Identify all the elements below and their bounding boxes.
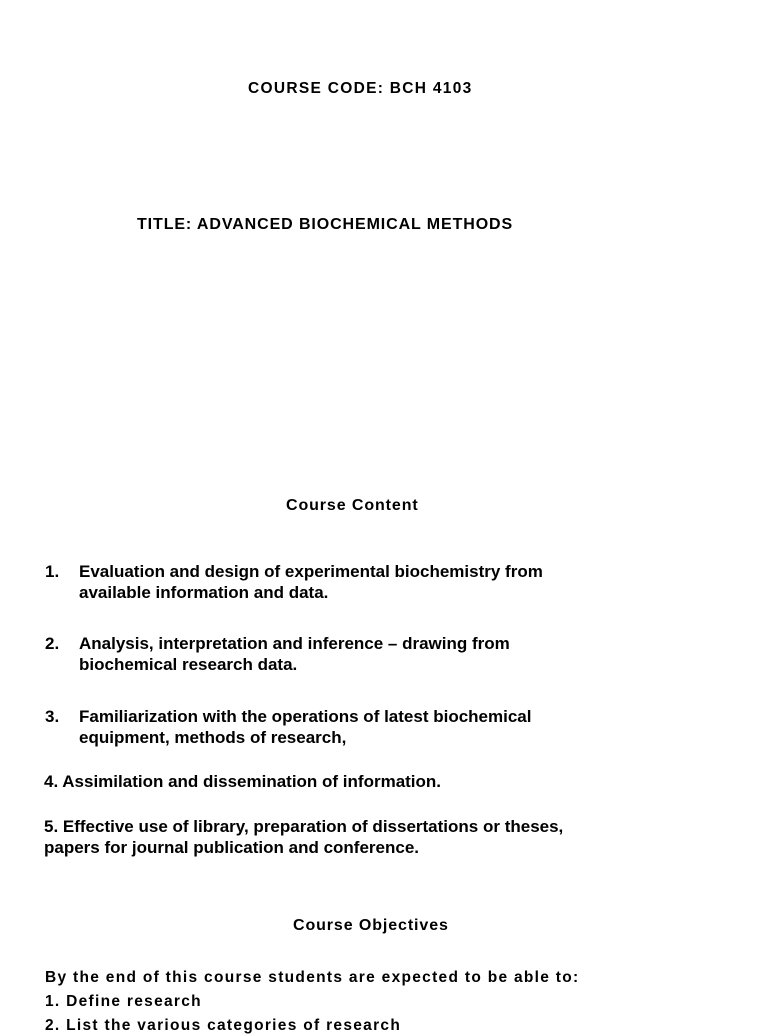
content-item-text-line2: biochemical research data.: [79, 655, 298, 674]
course-code: COURSE CODE: BCH 4103: [248, 80, 473, 97]
objective-item: 2. List the various categories of research: [45, 1017, 402, 1034]
content-item-text-line1: Evaluation and design of experimental biochemistry from: [79, 562, 543, 581]
content-item-text-line2: available information and data.: [79, 583, 329, 602]
objective-item: 1. Define research: [45, 993, 202, 1010]
objectives-intro: By the end of this course students are expected to be able to:: [45, 969, 580, 986]
content-item-number: 1.: [45, 562, 60, 581]
course-title: TITLE: ADVANCED BIOCHEMICAL METHODS: [137, 216, 514, 233]
content-item-4: 4. Assimilation and dissemination of information.: [44, 772, 442, 791]
content-item-text-line1: Analysis, interpretation and inference – drawing from: [79, 634, 510, 653]
content-item-5-line1: 5. Effective use of library, preparation of dissertations or theses,: [44, 817, 564, 836]
content-item-number: 2.: [45, 634, 60, 653]
course-objectives-heading: Course Objectives: [293, 917, 449, 934]
course-content-heading: Course Content: [286, 497, 419, 514]
content-item-text-line1: Familiarization with the operations of latest biochemical: [79, 707, 532, 726]
content-item-5-line2: papers for journal publication and conference.: [44, 838, 420, 857]
content-item-text-line2: equipment, methods of research,: [79, 728, 347, 747]
content-item-number: 3.: [45, 707, 60, 726]
